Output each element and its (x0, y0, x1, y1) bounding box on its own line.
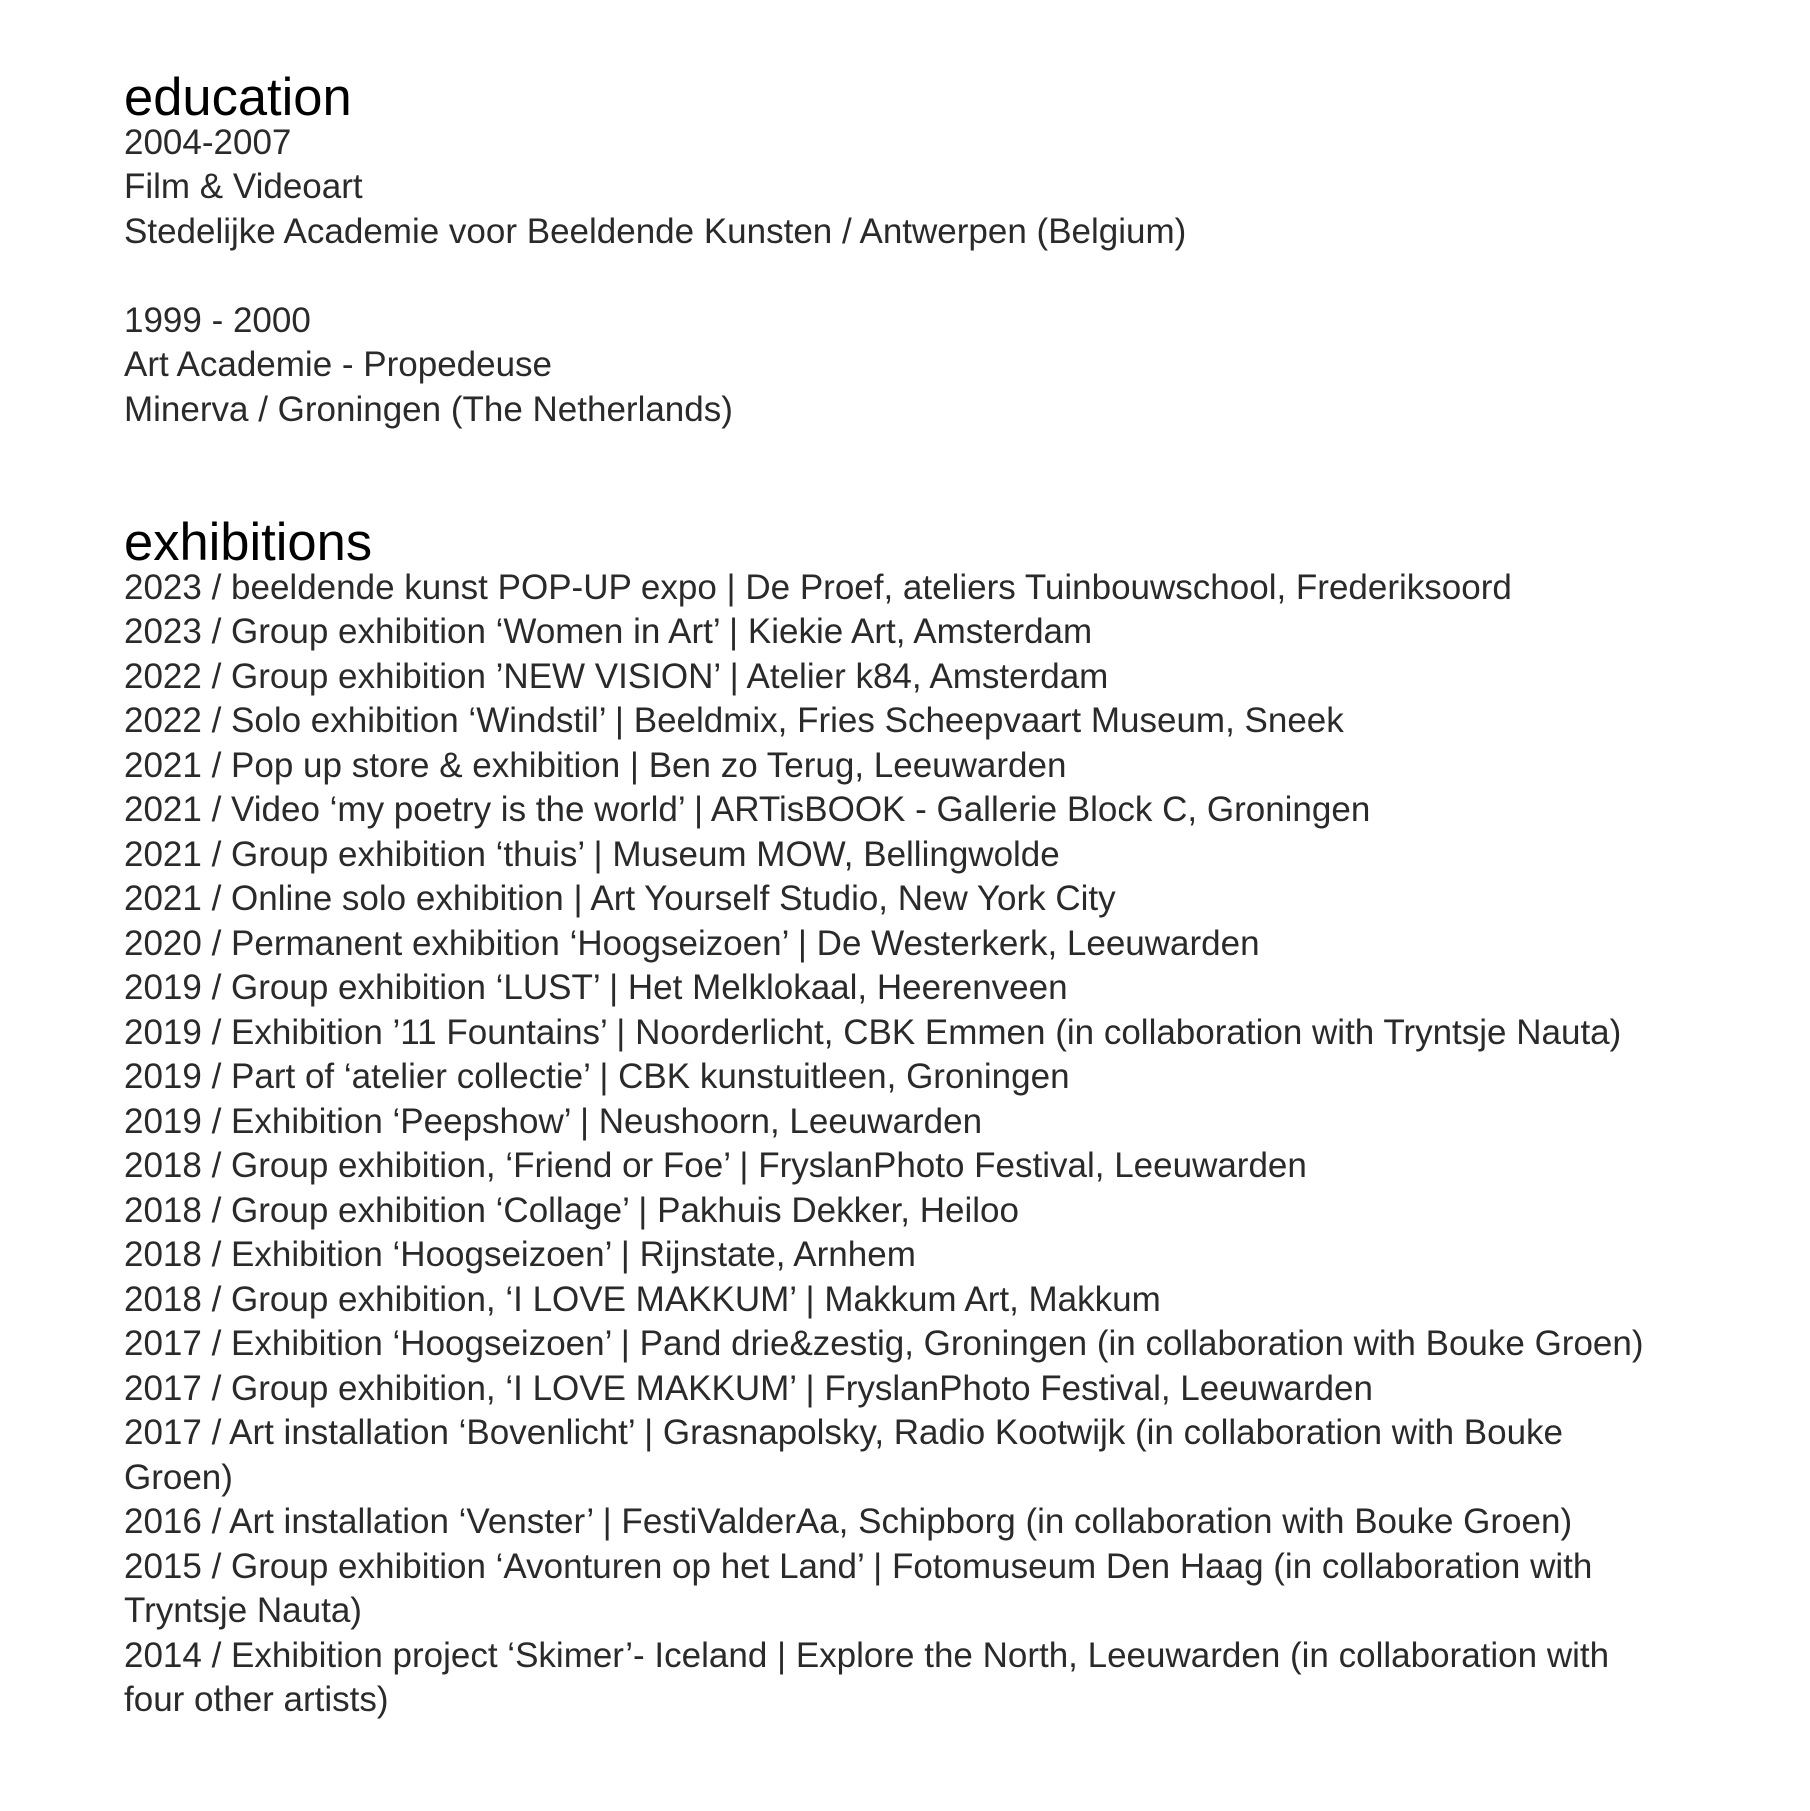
education-years: 2004-2007 (124, 122, 292, 162)
education-heading: education (124, 68, 352, 127)
exhibition-item: 2021 / Group exhibition ‘thuis’ | Museum MOW, Bellingwolde (124, 834, 1060, 874)
exhibition-item: 2018 / Exhibition ‘Hoogseizoen’ | Rijnstate, Arnhem (124, 1235, 916, 1274)
section-spacer (124, 254, 1724, 299)
education-program: Art Academie - Propedeuse (124, 345, 553, 384)
education-institution: Minerva / Groningen (The Netherlands) (124, 389, 733, 429)
exhibition-item: 2023 / beeldende kunst POP-UP expo | De Proef, ateliers Tuinbouwschool, Frederiksoord (124, 567, 1512, 607)
cv-document (124, 68, 1724, 1723)
section-spacer (124, 432, 1724, 521)
exhibition-item-continuation: four other artists) (124, 1680, 389, 1719)
exhibition-item-continuation: Groen) (124, 1457, 233, 1497)
exhibition-item: 2016 / Art installation ‘Venster’ | FestiValderAa, Schipborg (in collaboration with Bouke Groen) (124, 1502, 1573, 1541)
exhibition-item: 2021 / Video ‘my poetry is the world’ | ARTisBOOK - Gallerie Block C, Groningen (124, 790, 1371, 829)
exhibition-item: 2017 / Exhibition ‘Hoogseizoen’ | Pand drie&zestig, Groningen (in collaboration with Bouke Groen) (124, 1324, 1644, 1363)
exhibition-item-continuation: Tryntsje Nauta) (124, 1591, 362, 1630)
exhibition-item: 2021 / Pop up store & exhibition | Ben zo Terug, Leeuwarden (124, 745, 1067, 785)
exhibition-item: 2014 / Exhibition project ‘Skimer’- Iceland | Explore the North, Leeuwarden (in collaboration with (124, 1635, 1610, 1675)
exhibition-item: 2021 / Online solo exhibition | Art Yourself Studio, New York City (124, 879, 1116, 918)
education-years: 1999 - 2000 (124, 300, 311, 340)
exhibition-item: 2018 / Group exhibition, ‘Friend or Foe’ | FryslanPhoto Festival, Leeuwarden (124, 1146, 1307, 1185)
education-program: Film & Videoart (124, 167, 363, 206)
exhibition-item: 2019 / Group exhibition ‘LUST’ | Het Melklokaal, Heerenveen (124, 968, 1068, 1007)
exhibition-item: 2019 / Exhibition ‘Peepshow’ | Neushoorn, Leeuwarden (124, 1101, 983, 1141)
exhibition-item: 2022 / Group exhibition ’NEW VISION’ | Atelier k84, Amsterdam (124, 656, 1109, 696)
exhibition-item: 2017 / Group exhibition, ‘I LOVE MAKKUM’ | FryslanPhoto Festival, Leeuwarden (124, 1368, 1373, 1408)
exhibition-item: 2017 / Art installation ‘Bovenlicht’ | Grasnapolsky, Radio Kootwijk (in collaboration with Bouke (124, 1413, 1563, 1452)
exhibition-item: 2019 / Part of ‘atelier collectie’ | CBK kunstuitleen, Groningen (124, 1057, 1070, 1096)
education-entry (124, 299, 1724, 433)
exhibition-item: 2018 / Group exhibition, ‘I LOVE MAKKUM’ | Makkum Art, Makkum (124, 1279, 1161, 1319)
exhibition-item: 2019 / Exhibition ’11 Fountains’ | Noorderlicht, CBK Emmen (in collaboration with Tryntsje Nauta) (124, 1012, 1622, 1052)
exhibition-item: 2018 / Group exhibition ‘Collage’ | Pakhuis Dekker, Heiloo (124, 1190, 1019, 1230)
exhibitions-heading: exhibitions (124, 513, 373, 572)
education-entry (124, 121, 1724, 255)
exhibition-item: 2023 / Group exhibition ‘Women in Art’ | Kiekie Art, Amsterdam (124, 612, 1093, 651)
education-section (124, 68, 1724, 432)
exhibition-item: 2022 / Solo exhibition ‘Windstil’ | Beeldmix, Fries Scheepvaart Museum, Sneek (124, 701, 1344, 740)
exhibition-item: 2015 / Group exhibition ‘Avonturen op het Land’ | Fotomuseum Den Haag (in collaboration with (124, 1546, 1593, 1586)
exhibitions-section (124, 513, 1724, 1723)
exhibition-item: 2020 / Permanent exhibition ‘Hoogseizoen’ | De Westerkerk, Leeuwarden (124, 923, 1260, 963)
education-institution: Stedelijke Academie voor Beeldende Kunsten / Antwerpen (Belgium) (124, 211, 1187, 251)
